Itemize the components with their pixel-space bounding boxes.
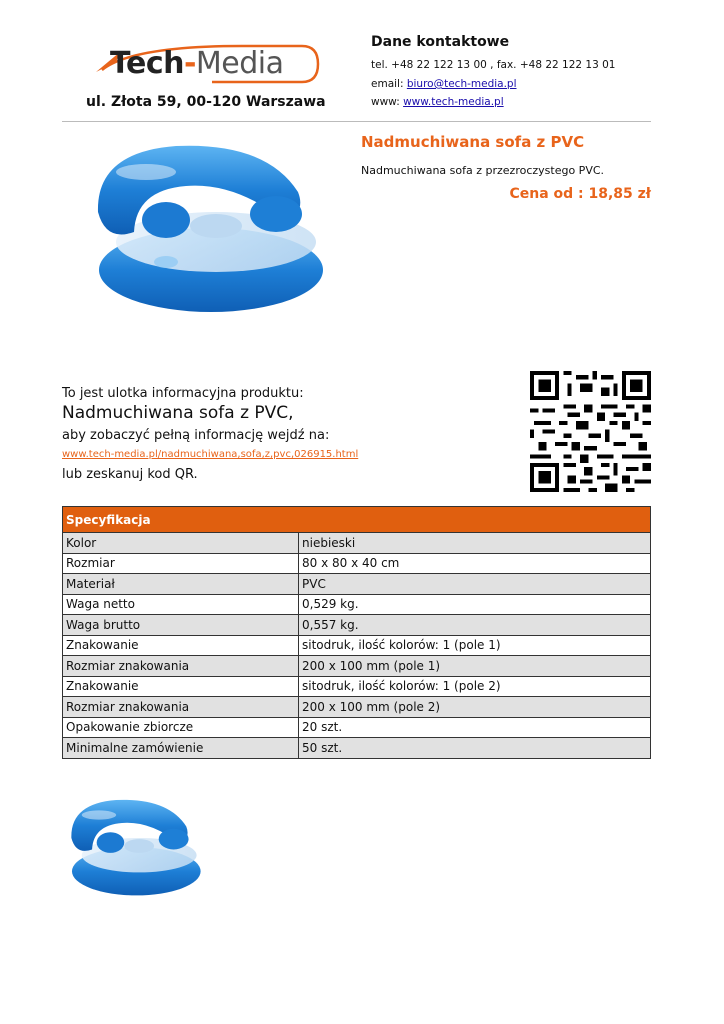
product-image	[86, 132, 328, 320]
spec-value: PVC	[299, 574, 651, 595]
spec-value: 20 szt.	[299, 717, 651, 738]
spec-header: Specyfikacja	[63, 507, 651, 533]
spec-value: 200 x 100 mm (pole 2)	[299, 697, 651, 718]
spec-value: sitodruk, ilość kolorów: 1 (pole 2)	[299, 676, 651, 697]
product-price: Cena od : 18,85 zł	[509, 186, 651, 202]
table-row	[63, 533, 651, 554]
spec-key: Materiał	[63, 574, 299, 595]
leaflet-product-name: Nadmuchiwana sofa z PVC,	[62, 403, 294, 423]
contact-title: Dane kontaktowe	[371, 34, 510, 50]
spec-value: 50 szt.	[299, 738, 651, 759]
spec-key: Waga brutto	[63, 615, 299, 636]
table-row	[63, 594, 651, 615]
spec-value: niebieski	[299, 533, 651, 554]
leaflet-qr-hint: lub zeskanuj kod QR.	[62, 467, 198, 482]
spec-value: 0,529 kg.	[299, 594, 651, 615]
spec-key: Rozmiar znakowania	[63, 697, 299, 718]
specification-table	[62, 506, 651, 759]
spec-key: Kolor	[63, 533, 299, 554]
logo-wordmark: Tech-Media	[110, 46, 284, 81]
qr-code	[530, 371, 651, 492]
table-row	[63, 553, 651, 574]
spec-value: 0,557 kg.	[299, 615, 651, 636]
contact-phone: tel. +48 22 122 13 00 , fax. +48 22 122 13 01	[371, 59, 616, 71]
spec-key: Minimalne zamówienie	[63, 738, 299, 759]
table-row	[63, 697, 651, 718]
spec-value: 80 x 80 x 40 cm	[299, 553, 651, 574]
table-row	[63, 738, 651, 759]
spec-key: Rozmiar znakowania	[63, 656, 299, 677]
spec-value: 200 x 100 mm (pole 1)	[299, 656, 651, 677]
contact-www-row	[371, 96, 504, 108]
spec-key: Znakowanie	[63, 635, 299, 656]
product-thumbnail	[64, 792, 204, 900]
email-link[interactable]: biuro@tech-media.pl	[406, 78, 517, 90]
contact-email-row	[371, 78, 517, 90]
spec-key: Waga netto	[63, 594, 299, 615]
www-link[interactable]: www.tech-media.pl	[403, 96, 504, 108]
email-label: email:	[371, 78, 407, 90]
leaflet-intro: To jest ulotka informacyjna produktu:	[62, 386, 304, 401]
table-row	[63, 635, 651, 656]
table-row	[63, 676, 651, 697]
spec-key: Opakowanie zbiorcze	[63, 717, 299, 738]
product-description: Nadmuchiwana sofa z przezroczystego PVC.	[361, 164, 605, 177]
product-page-link[interactable]: www.tech-media.pl/nadmuchiwana,sofa,z,pvc,026915.html	[62, 449, 359, 460]
table-row	[63, 615, 651, 636]
header-divider	[62, 121, 651, 122]
product-title: Nadmuchiwana sofa z PVC	[361, 133, 585, 151]
leaflet-instruction: aby zobaczyć pełną informację wejdź na:	[62, 428, 330, 443]
spec-key: Znakowanie	[63, 676, 299, 697]
company-address: ul. Złota 59, 00-120 Warszawa	[86, 94, 326, 110]
table-row	[63, 717, 651, 738]
table-row	[63, 574, 651, 595]
spec-key: Rozmiar	[63, 553, 299, 574]
table-header-row	[63, 507, 651, 533]
www-label: www:	[371, 96, 404, 108]
table-row	[63, 656, 651, 677]
spec-value: sitodruk, ilość kolorów: 1 (pole 1)	[299, 635, 651, 656]
